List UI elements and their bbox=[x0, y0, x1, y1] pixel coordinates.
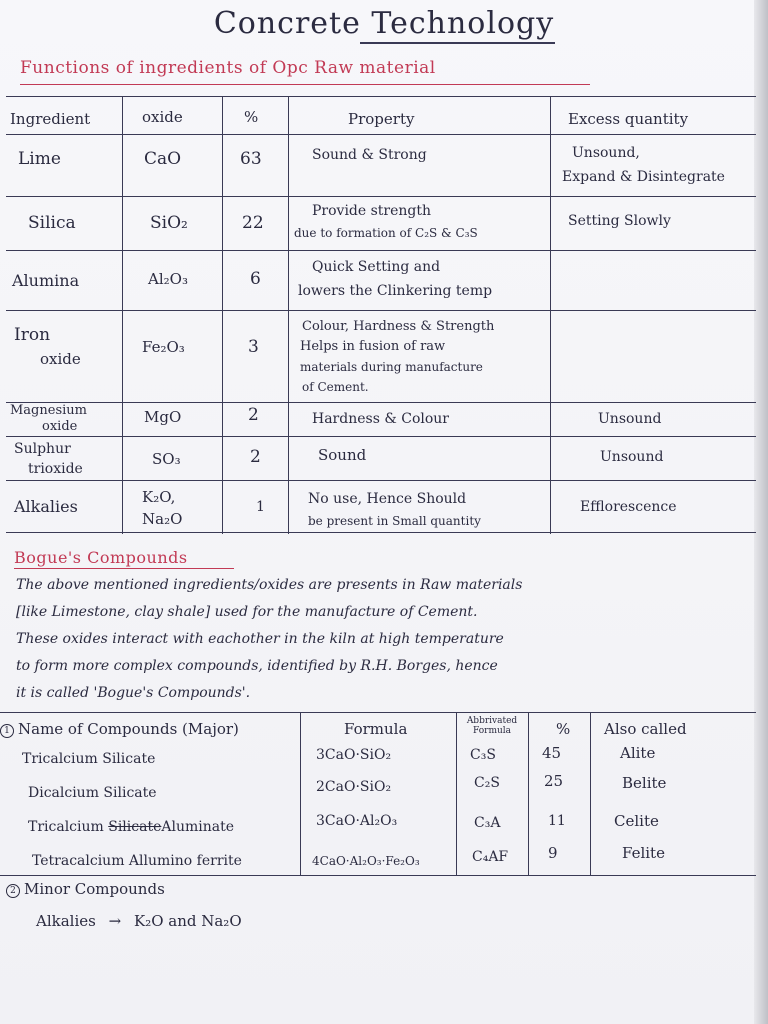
bogues-compounds-table bbox=[0, 712, 756, 876]
table-rule bbox=[6, 250, 756, 251]
table-rule bbox=[550, 96, 551, 534]
compound-also-called: Alite bbox=[620, 744, 656, 762]
table-rule bbox=[0, 875, 756, 876]
header-excess: Excess quantity bbox=[568, 110, 689, 128]
compound-name-prefix: Tricalcium bbox=[28, 819, 109, 835]
table-rule bbox=[6, 402, 756, 403]
excess-cell: Unsound bbox=[598, 411, 662, 427]
percent-cell: 22 bbox=[242, 213, 264, 233]
compound-name-struck: Silicate bbox=[108, 819, 162, 835]
minor-value: K₂O and Na₂O bbox=[133, 912, 242, 930]
compound-abbr: C₃S bbox=[470, 747, 496, 763]
compound-name-suffix: Aluminate bbox=[161, 819, 234, 835]
bogues-paragraph bbox=[16, 572, 756, 707]
percent-cell: 3 bbox=[248, 337, 259, 357]
ingredient-magnesium-oxide: oxide bbox=[42, 419, 78, 434]
property-cell: Sound bbox=[318, 446, 367, 464]
page-edge bbox=[754, 0, 768, 1024]
header-abbr-formula: Abbrivated Formula bbox=[466, 716, 518, 736]
property-cell: Hardness & Colour bbox=[312, 411, 449, 427]
paragraph-line: [like Limestone, clay shale] used for the manufacture of Cement. bbox=[16, 604, 478, 620]
compound-abbr: C₂S bbox=[474, 775, 500, 791]
percent-cell: 63 bbox=[240, 149, 262, 169]
header-oxide: oxide bbox=[142, 108, 183, 126]
paragraph-line: it is called 'Bogue's Compounds'. bbox=[16, 685, 251, 701]
section-heading-underline bbox=[20, 84, 590, 85]
excess-cell: Expand & Disintegrate bbox=[562, 169, 725, 185]
oxide-cell: Na₂O bbox=[142, 510, 183, 528]
property-cell: due to formation of C₂S & C₃S bbox=[294, 226, 478, 240]
property-cell: materials during manufacture bbox=[300, 360, 483, 374]
percent-cell: 2 bbox=[250, 447, 261, 467]
compound-percent: 11 bbox=[548, 813, 566, 829]
ingredient-sulphur-trioxide: Sulphur bbox=[14, 441, 71, 457]
oxide-cell: Fe₂O₃ bbox=[142, 338, 185, 356]
table-rule bbox=[122, 96, 123, 534]
percent-cell: 2 bbox=[248, 405, 259, 425]
list-number-marker: 1 bbox=[0, 724, 14, 738]
property-cell: Sound & Strong bbox=[312, 147, 427, 163]
oxide-cell: CaO bbox=[144, 149, 182, 169]
oxide-cell: K₂O, bbox=[142, 488, 176, 506]
header-percent: % bbox=[556, 720, 571, 738]
oxide-cell: Al₂O₃ bbox=[148, 270, 188, 288]
table-rule bbox=[456, 712, 457, 876]
percent-cell: 6 bbox=[250, 269, 261, 289]
minor-compounds-heading bbox=[6, 880, 165, 898]
section-heading-underline bbox=[14, 568, 234, 569]
compound-name: Tetracalcium Allumino ferrite bbox=[32, 853, 242, 869]
compound-formula: 3CaO·SiO₂ bbox=[316, 747, 392, 763]
table-rule bbox=[6, 134, 756, 135]
table-rule bbox=[288, 96, 289, 534]
paragraph-line: These oxides interact with eachother in the kiln at high temperature bbox=[16, 631, 504, 647]
compound-percent: 9 bbox=[548, 844, 558, 862]
section-heading-functions: Functions of ingredients of Opc Raw material bbox=[20, 58, 436, 78]
ingredient-sulphur-trioxide: trioxide bbox=[28, 461, 83, 477]
property-cell: lowers the Clinkering temp bbox=[298, 283, 493, 299]
ingredient-iron-oxide: oxide bbox=[40, 350, 81, 368]
table-rule bbox=[6, 532, 756, 533]
ingredient-lime: Lime bbox=[18, 149, 61, 169]
paragraph-line: to form more complex compounds, identified by R.H. Borges, hence bbox=[16, 658, 498, 674]
compound-formula: 3CaO·Al₂O₃ bbox=[316, 813, 398, 829]
table-rule bbox=[300, 712, 301, 876]
excess-cell: Efflorescence bbox=[580, 499, 677, 515]
table-rule bbox=[6, 96, 756, 97]
property-cell: Helps in fusion of raw bbox=[300, 339, 446, 354]
title-underline bbox=[360, 42, 555, 44]
ingredients-table bbox=[6, 96, 756, 534]
table-rule bbox=[222, 96, 223, 534]
compound-name bbox=[28, 818, 234, 836]
arrow-icon: → bbox=[108, 912, 122, 930]
compound-abbr: C₃A bbox=[474, 815, 501, 831]
header-also-called: Also called bbox=[604, 720, 687, 738]
table-rule bbox=[6, 436, 756, 437]
ingredient-alumina: Alumina bbox=[12, 271, 80, 290]
compound-formula: 2CaO·SiO₂ bbox=[316, 779, 392, 795]
section-heading-bogues: Bogue's Compounds bbox=[14, 548, 188, 567]
compound-percent: 25 bbox=[544, 772, 564, 790]
header-property: Property bbox=[348, 110, 415, 128]
header-percent: % bbox=[244, 108, 259, 126]
ingredient-silica: Silica bbox=[28, 213, 76, 233]
compound-also-called: Belite bbox=[622, 774, 667, 792]
page-title: Concrete Technology bbox=[213, 6, 555, 41]
compound-name: Dicalcium Silicate bbox=[28, 785, 157, 801]
list-number-marker: 2 bbox=[6, 884, 20, 898]
excess-cell: Unsound, bbox=[572, 145, 640, 161]
compound-also-called: Felite bbox=[622, 844, 665, 862]
compound-percent: 45 bbox=[542, 744, 562, 762]
table-rule bbox=[590, 712, 591, 876]
property-cell: Quick Setting and bbox=[312, 259, 441, 275]
minor-label: Alkalies bbox=[36, 912, 96, 930]
oxide-cell: SO₃ bbox=[152, 450, 181, 468]
compound-also-called: Celite bbox=[614, 812, 659, 830]
header-compound-name-text: Name of Compounds (Major) bbox=[18, 720, 239, 738]
paragraph-line: The above mentioned ingredients/oxides are presents in Raw materials bbox=[16, 577, 523, 593]
minor-heading-text: Minor Compounds bbox=[24, 880, 165, 898]
property-cell: be present in Small quantity bbox=[308, 514, 481, 528]
ingredient-magnesium-oxide: Magnesium bbox=[10, 403, 87, 418]
compound-abbr: C₄AF bbox=[472, 849, 509, 865]
minor-compounds-line bbox=[36, 912, 242, 930]
ingredient-alkalies: Alkalies bbox=[14, 497, 78, 516]
property-cell: Provide strength bbox=[312, 203, 432, 219]
compound-formula: 4CaO·Al₂O₃·Fe₂O₃ bbox=[312, 854, 420, 868]
excess-cell: Setting Slowly bbox=[568, 213, 671, 229]
table-rule bbox=[0, 712, 756, 713]
excess-cell: Unsound bbox=[600, 449, 664, 465]
compound-name: Tricalcium Silicate bbox=[22, 751, 156, 767]
table-rule bbox=[6, 310, 756, 311]
header-compound-name bbox=[0, 720, 239, 738]
oxide-cell: SiO₂ bbox=[150, 213, 188, 233]
property-cell: No use, Hence Should bbox=[308, 491, 467, 507]
property-cell: Colour, Hardness & Strength bbox=[302, 319, 495, 334]
oxide-cell: MgO bbox=[144, 408, 182, 426]
percent-cell: 1 bbox=[256, 499, 265, 515]
table-rule bbox=[528, 712, 529, 876]
header-ingredient: Ingredient bbox=[10, 110, 91, 128]
ingredient-iron-oxide: Iron bbox=[14, 325, 51, 345]
property-cell: of Cement. bbox=[302, 380, 369, 394]
table-rule bbox=[6, 480, 756, 481]
table-rule bbox=[6, 196, 756, 197]
header-formula: Formula bbox=[344, 720, 408, 738]
